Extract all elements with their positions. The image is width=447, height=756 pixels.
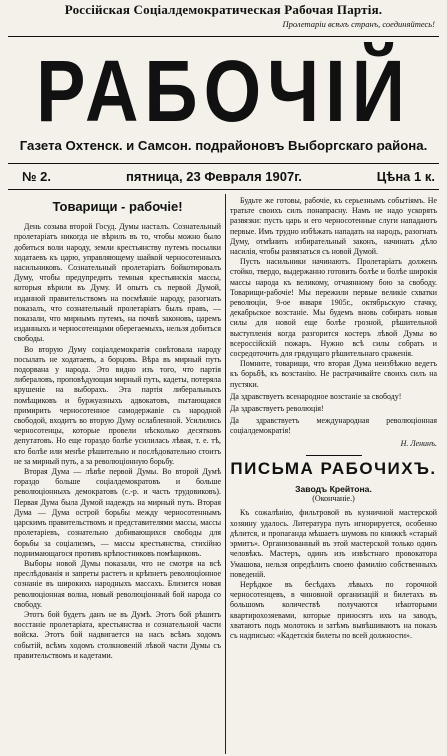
section-title: ПИСЬМА РАБОЧИХЪ. (230, 458, 437, 478)
article-title: Товарищи - рабочіе! (52, 199, 183, 214)
article-paragraph: День созыва второй Госуд. Думы насталъ. Сознательный пролетаріатъ никогда не вѣрилъ въ то, чтобы можно было добиться воли народу, земли крестьянству путемъ посылки ходатаевъ къ царю, управляющему шайкой черносотенныхъ насильниковъ. Сознательный пролетаріатъ бойкотировалъ Думу, чтобы предупредить темныя крестьянскія массы, которыя вѣрили въ Думу. И опытъ съ первой Думой, изданной правительствомъ на посмѣяніе народу, разогнать показалъ, что сознательный пролетаріатъ былъ правъ, — показали, что мирнымъ путемъ, на почвѣ законовъ, царемъ изданныхъ и черносотенцами оберегаемыхъ, нельзя добиться свободы. (14, 222, 221, 344)
issue-number: № 2. (22, 169, 51, 184)
article-paragraph: Нерѣдкое въ бесѣдахъ лѣвыхъ по горочной черносотенцевъ, в чиновной организацій и билетахъ въ большомъ количествѣ получаются нѣкоторыми квартирохозяевами, которые приносятъ ихъ на заводъ, хватаютъ подъ молотокъ и затѣмъ вывѣшиваютъ на показъ съ надписью: «Кадетскія билеты по всей должности». (230, 579, 437, 640)
slogan: Да здравствуетъ международная революціонная соціалдемократія! (230, 416, 437, 436)
column-right (230, 196, 437, 752)
article-paragraph: Помните, товарищи, что вторая Дума неизбѣжно ведетъ къ борьбѣ, къ возстанію. Не растрачивайте своихъ силъ на пустяки. (230, 359, 437, 389)
article-paragraph: Выборы новой Думы показали, что не смотря на всѣ преслѣдованія и запреты растетъ и крѣпнетъ революціонное сознаніе въ широкихъ народныхъ массахъ. Близится новая революціонная волна, новый революціонный бой народа со свободу. (14, 558, 221, 609)
newspaper-title: РАБОЧІЙ (36, 42, 411, 141)
column-separator (225, 194, 226, 754)
article-paragraph: Будьте же готовы, рабочіе, къ серьезнымъ событіямъ. Не тратьте своихъ силъ понапрасну. Намъ не надо ускорять развязки: пусть царь и его черносотенные слуги нападаютъ первые. Имъ трудно избѣжать нападать на народъ, разогнать Думу, отмѣнить избирательный законъ, начинать дѣло насилія, чтобы развязаться съ новой Думой. (230, 196, 437, 257)
issue-bar (8, 167, 439, 187)
article-paragraph: Этотъ бой будетъ данъ не въ Думѣ. Этотъ бой рѣшитъ восстаніе пролетаріата, крестьянства и сознательной части войска. Этотъ бой надвигается на насъ всѣмъ ходомъ событій, всѣмъ ходомъ столкновеній лѣвой части Думы съ правительствомъ и кадетами. (14, 609, 221, 660)
article-paragraph: Вторая Дума — лѣвѣе первой Думы. Во второй Думѣ гораздо больше соціалдемократовъ и больше революціонныхъ демократовъ (с.-р. и часть трудовиковъ). Первая Дума была Думой надеждъ на мирный путь. Вторая Дума — Дума острой борьбы между черносотеннымъ царскимъ правительствомъ и представителями массы, массы пролетаріевъ, сознательно добивающихся свободы для борьбы за соціализмъ, — массы крестьянства, стихійно поднимающагося противъ крѣпостниковъ помѣщиковъ. (14, 467, 221, 558)
issue-bottom-rule (8, 189, 439, 190)
issue-top-rule (8, 163, 439, 164)
issue-price: Цѣна 1 к. (376, 169, 435, 184)
author-signature: Н. Ленинъ. (400, 438, 437, 448)
header-top-rule (8, 36, 439, 37)
section-divider (306, 455, 362, 456)
section-subtitle: Заводъ Крейтона. (295, 484, 372, 495)
issue-date: пятница, 23 Февраля 1907г. (126, 169, 302, 184)
newspaper-subtitle: Газета Охтенск. и Самсон. подрайоновъ Выборгскаго района. (19, 138, 428, 153)
slogan: Да здравствуетъ всенародное возстаніе за свободу! (230, 391, 402, 401)
party-name: Россійская Соціалдемократическая Рабочая Партія. (64, 2, 383, 17)
article-paragraph: Во вторую Думу соціалдемократія совѣтовала народу посылать не ходатаевъ, а борцовъ. Вѣра въ мирный путь подорвана у народа. Это видно изъ того, что партія либераловъ, проповѣдующая мирный путь, кадеты, потеряла крушеніе на выборахъ. Эта партія либеральныхъ помѣщиковъ и буржуазныхъ адвокатовъ, пытающаяся примирить черносотенное самодержавіе съ народной свободой, входитъ во вторую Думу ослабленной. Усилились черносотенцы, которые провели нѣсколько десятковъ депутатовъ. Но еще гораздо болѣе усилилась лѣвая, т. е. тѣ, кто болѣе или менѣе рѣшительно и послѣдовательно стоитъ не за мирный путь, а за революціонную борьбу. (14, 344, 221, 466)
article-paragraph: Пусть насильники начинаютъ. Пролетаріатъ долженъ стойко, твердо, выдержанно готовить болѣе и болѣе широкія массы народа къ великому, отчаянному бою за свободу. Товарищи-рабочіе! Мы пережили первые великіе схватки революціи, 9-ое января 1905г., октябрьскую стачку, декабрьское возстаніе. Мы будемъ вновь собирать новыя силы для новой еще болѣе грозной, рѣшительной выступленія когда разгорится костеръ лѣвой Думы во всероссійскій пожаръ. Нужно всѣ силы собрать и сосредоточить для грядущаго рѣшительнаго сраженія. (230, 257, 437, 359)
continuation-note: (Окончаніе.) (312, 494, 355, 504)
party-motto: Пролетаріи всѣхъ странъ, соединяйтесь! (282, 19, 435, 29)
article-paragraph: Къ сожалѣнію, фильтровой въ кузничной мастерской хозяину удалось. Литература путь игнорируется, особенно дѣлится, и пропаганда мѣшаетъ шумовъ по книжкѣ «старый эрмитъ». Организованный въ этой мастерской только одинъ человѣкъ. Мастеръ, одинъ изъ извѣстнаго провокатора Умашова, нельзя опредѣлить своею фамилію собственныхъ поведеній. (230, 508, 437, 579)
column-left (14, 196, 221, 752)
slogan: Да здравствуетъ революція! (230, 404, 324, 414)
